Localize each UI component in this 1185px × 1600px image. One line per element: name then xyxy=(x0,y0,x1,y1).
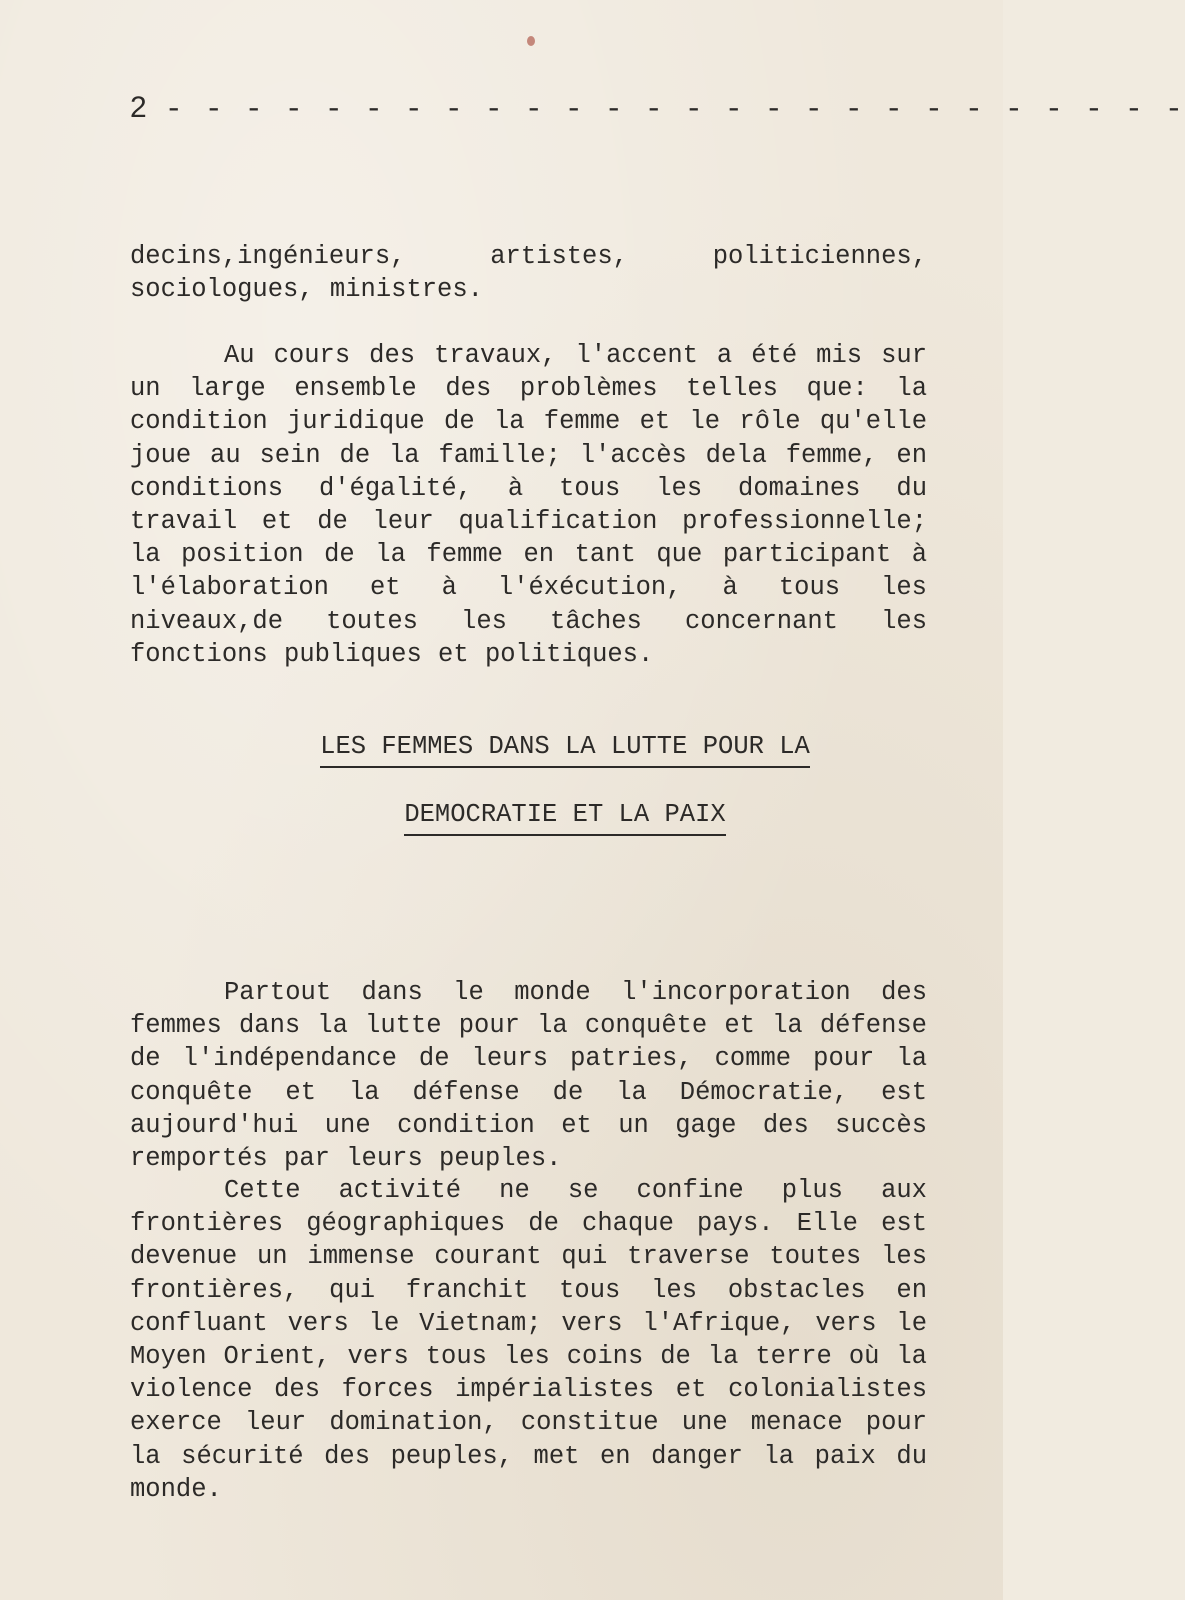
header-rule: - - - - - - - - - - - - - - - - - - - - - - - - - - xyxy=(164,93,1185,127)
paragraph-4-block xyxy=(130,1174,927,1506)
page-header xyxy=(130,88,1185,130)
section-title-line-1-block xyxy=(130,730,1000,768)
paragraph-3-block xyxy=(130,976,927,1175)
paragraph-2-block xyxy=(130,339,927,671)
section-title-line-2: DEMOCRATIE ET LA PAIX xyxy=(404,798,725,836)
ink-spot xyxy=(527,36,535,46)
paragraph-2: Au cours des travaux, l'accent a été mis sur un large ensemble des problèmes telles que: la condition juridique de la femme et le rôle qu'elle joue au sein de la famille; l'accès dela femme, en conditions d'égalité, à tous les domaines du travail et de leur qualification professionnelle; la position de la femme en tant que participant à l'élaboration et à l'éxécution, à tous les niveaux,de toutes les tâches concernant les fonctions publiques et politiques. xyxy=(130,341,927,669)
section-title-line-2-block xyxy=(130,798,1000,836)
page-number: 2 xyxy=(130,91,147,124)
paragraph-3: Partout dans le monde l'incorporation des femmes dans la lutte pour la conquête et la défense de l'indépendance de leurs patries, comme pour la conquête et la défense de la Démocratie, est aujourd'hui une condition et un gage des succès remportés par leurs peuples. xyxy=(130,978,927,1174)
paragraph-1: decins,ingénieurs, artistes, politiciennes, sociologues, ministres. xyxy=(130,242,927,305)
section-title-line-1: LES FEMMES DANS LA LUTTE POUR LA xyxy=(320,730,810,768)
paragraph-1-block xyxy=(130,240,927,306)
paragraph-4: Cette activité ne se confine plus aux frontières géographiques de chaque pays. Elle est devenue un immense courant qui traverse toutes les frontières, qui franchit tous les obstacles en confluant vers le Vietnam; vers l'Afrique, vers le Moyen Orient, vers tous les coins de la terre où la violence des forces impérialistes et colonialistes exerce leur domination, constitue une menace pour la sécurité des peuples, met en danger la paix du monde. xyxy=(130,1176,927,1504)
